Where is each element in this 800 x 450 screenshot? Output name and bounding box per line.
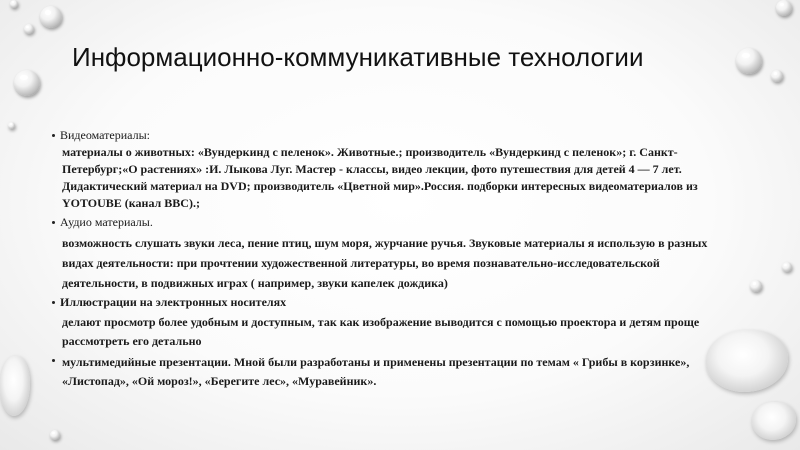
section-video xyxy=(52,128,732,212)
water-drop-icon xyxy=(771,70,783,82)
section-heading-text: мультимедийные презентации. Мной были разработаны и применены презентации по темам « Грибы в корзинке», «Листопад», «Ой мороз!», «Берегите лес», «Муравейник». xyxy=(62,355,690,388)
water-drop-icon xyxy=(750,280,762,292)
water-splash-icon xyxy=(752,402,796,440)
bullet-icon xyxy=(52,134,55,137)
section-presentations xyxy=(52,353,732,391)
slide-content xyxy=(52,128,732,391)
water-drop-icon xyxy=(776,0,792,16)
water-splash-icon xyxy=(0,356,30,416)
section-body: материалы о животных: «Вундеркинд с пеленок». Животные.; производитель «Вундеркинд с пеленок»; г. Санкт-Петербург;«О растениях» :И. Лыкова Луг. Мастер - классы, видео лекции, фото путешествия для детей 4 — 7 лет. Дидактический материал на DVD; производитель «Цветной мир».Россия. подборки интересных видеоматериалов из YOTOUBE (канал BBC).; xyxy=(62,145,698,210)
section-body: делают просмотр более удобным и доступным, так как изображение выводится с помощью проектора и детям проще рассмотреть его детально xyxy=(62,315,700,348)
water-drop-icon xyxy=(14,70,40,96)
water-drop-icon xyxy=(10,0,18,8)
bullet-icon xyxy=(52,301,55,304)
section-heading-text: Видеоматериалы: xyxy=(60,128,150,142)
section-audio xyxy=(52,215,732,293)
water-drop-icon xyxy=(8,122,15,129)
bullet-icon xyxy=(52,359,55,362)
section-illustrations xyxy=(52,295,732,351)
water-drop-icon xyxy=(782,262,792,272)
section-heading xyxy=(52,295,732,310)
section-heading xyxy=(52,128,732,143)
section-body: возможность слушать звуки леса, пение птиц, шум моря, журчание ручья. Звуковые материалы я использую в разных видах деятельности: при прочтении художественной литературы, во время познавательно-исследовательской деятельности, в подвижных играх ( например, звуки капелек дождика) xyxy=(62,236,708,290)
section-heading xyxy=(52,215,732,230)
water-drop-icon xyxy=(40,6,62,28)
section-heading-text: Иллюстрации на электронных носителях xyxy=(60,295,287,309)
section-heading xyxy=(52,353,732,391)
water-drop-icon xyxy=(50,430,60,440)
bullet-icon xyxy=(52,221,55,224)
water-drop-icon xyxy=(24,24,34,34)
section-heading-text: Аудио материалы. xyxy=(60,215,153,229)
slide-title: Информационно-коммуникативные технологии xyxy=(72,42,644,72)
water-drop-icon xyxy=(736,48,762,74)
